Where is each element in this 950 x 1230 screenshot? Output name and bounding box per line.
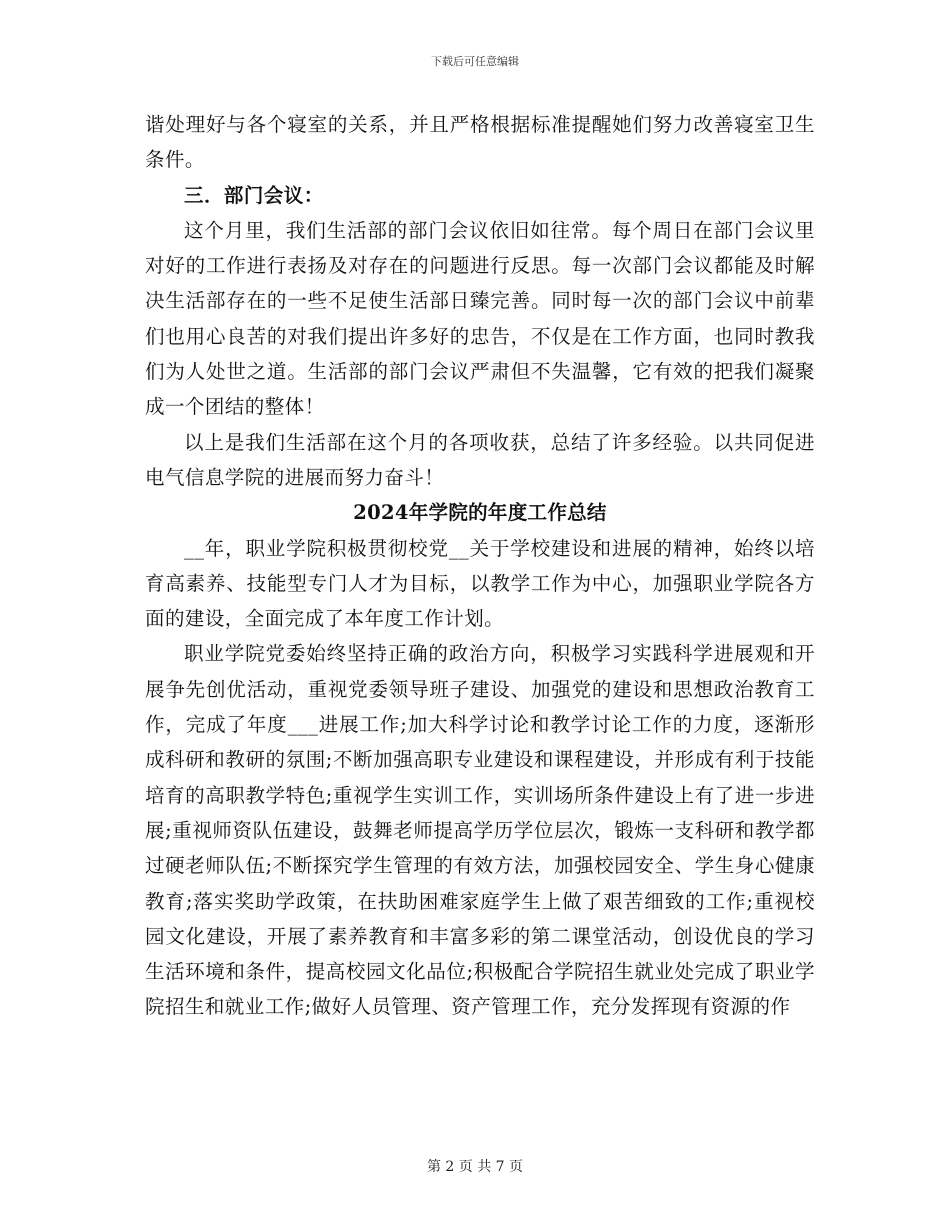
paragraph-work-overview: 职业学院党委始终坚持正确的政治方向，积极学习实践科学进展观和开展争先创优活动，重视党委领导班子建设、加强党的建设和思想政治教育工作，完成了年度___进展工作;加大科学讨论和教学讨论工作的力度，逐渐形成科研和教研的氛围;不断加强高职专业建设和课程建设，并形成有利于技能培育的高职教学特色;重视学生实训工作，实训场所条件建设上有了进一步进展;重视师资队伍建设，鼓舞老师提高学历学位层次，锻炼一支科研和教学都过硬老师队伍;不断探究学生管理的有效方法，加强校园安全、学生身心健康教育;落实奖助学政策，在扶助困难家庭学生上做了艰苦细致的工作;重视校园文化建设，开展了素养教育和丰富多彩的第二课堂活动，创设优良的学习生活环境和条件，提高校园文化品位;积极配合学院招生就业处完成了职业学院招生和就业工作;做好人员管理、资产管理工作，充分发挥现有资源的作 <box>145 642 815 1019</box>
paragraph-continuation: 谐处理好与各个寝室的关系，并且严格根据标准提醒她们努力改善寝室卫生条件。 <box>145 113 815 172</box>
section-heading-meetings: 三．部门会议： <box>184 183 324 207</box>
paragraph-summary: 以上是我们生活部在这个月的各项收获，总结了许多经验。以共同促进电气信息学院的进展而努力奋斗！ <box>145 430 815 489</box>
paragraph-meetings: 这个月里，我们生活部的部门会议依旧如往常。每个周日在部门会议里对好的工作进行表扬及对存在的问题进行反思。每一次部门会议都能及时解决生活部存在的一些不足使生活部日臻完善。同时每一次的部门会议中前辈们也用心良苦的对我们提出许多好的忠告，不仅是在工作方面，也同时教我们为人处世之道。生活部的部门会议严肃但不失温馨，它有效的把我们凝聚成一个团结的整体！ <box>145 218 815 419</box>
document-title: 2024年学院的年度工作总结 <box>353 501 607 525</box>
document-body <box>145 107 815 1025</box>
paragraph-intro: __年，职业学院积极贯彻校党__关于学校建设和进展的精神，始终以培育高素养、技能型专门人才为目标，以教学工作为中心，加强职业学院各方面的建设，全面完成了本年度工作计划。 <box>145 536 815 631</box>
page-header-note: 下载后可任意编辑 <box>431 55 519 68</box>
page-number-footer: 第 2 页 共 7 页 <box>426 1159 524 1175</box>
